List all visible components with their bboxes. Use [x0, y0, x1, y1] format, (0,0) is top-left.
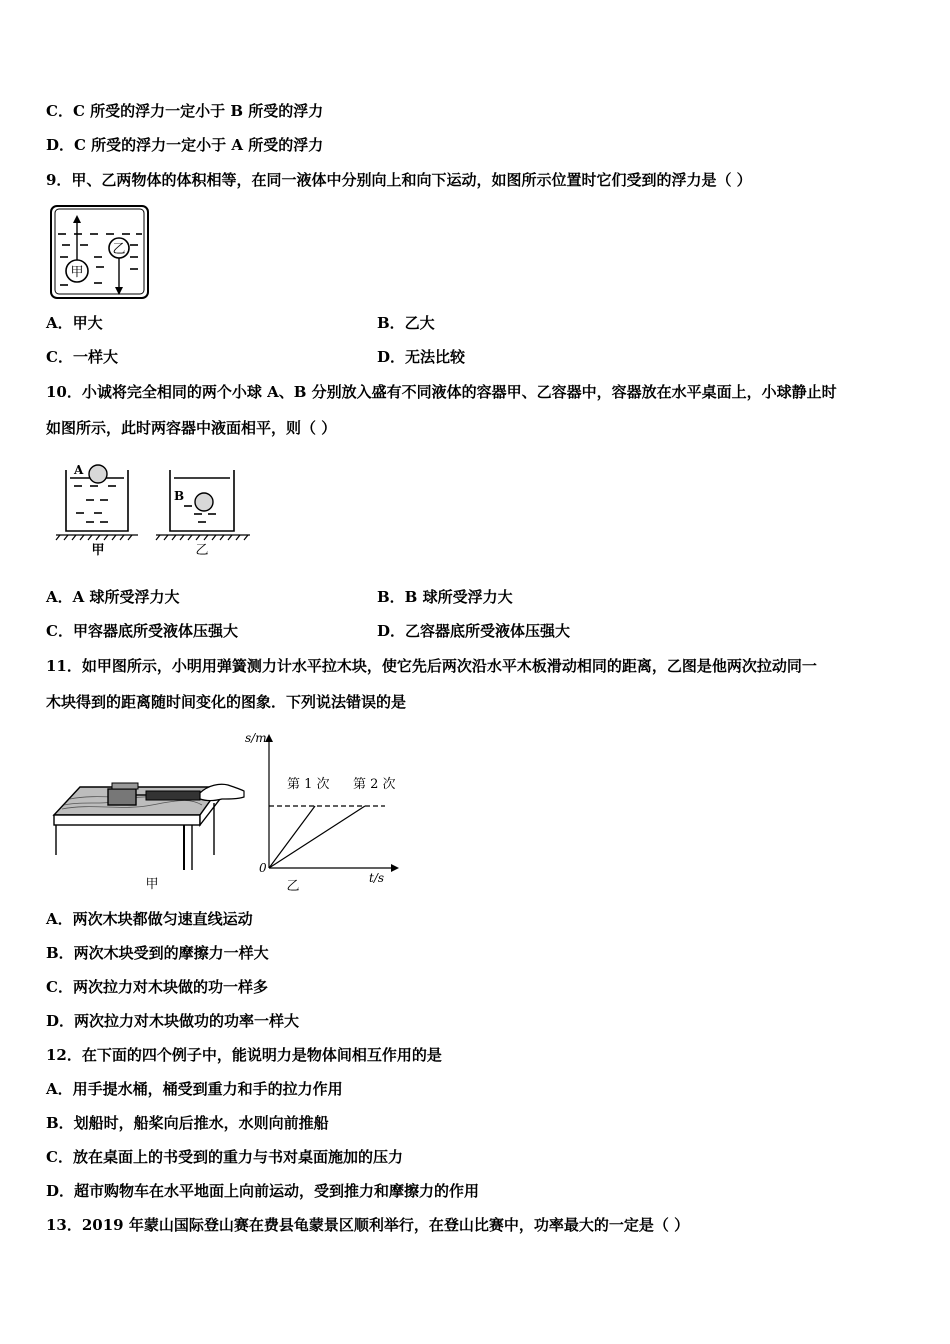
q10-label-yi: 乙	[195, 543, 209, 558]
q12-option-c: C．放在桌面上的书受到的重力与书对桌面施加的压力	[46, 1148, 403, 1166]
q10-figure	[52, 458, 262, 558]
q10-ball-b	[195, 493, 213, 511]
q9-stem: 9．甲、乙两物体的体积相等，在同一液体中分别向上和向下运动，如图所示位置时它们受到的浮力是（ ）	[46, 171, 752, 189]
q11-graph-series-2: 第 2 次	[353, 777, 396, 792]
q11-wood-block	[108, 789, 136, 805]
q11-stem-line2: 木块得到的距离随时间变化的图象．下列说法错误的是	[46, 693, 407, 711]
q11-option-c: C．两次拉力对木块做的功一样多	[46, 978, 268, 996]
q11-graph-xlabel: t/s	[369, 871, 385, 885]
q12-option-a: A．用手提水桶，桶受到重力和手的拉力作用	[46, 1080, 343, 1098]
q11-stem-line1: 11．如甲图所示，小明用弹簧测力计水平拉木块，使它先后两次沿水平木板滑动相同的距离，乙图是他两次拉动同一	[46, 657, 817, 675]
q10-ball-b-label: B	[174, 489, 185, 503]
q9-option-a: A．甲大	[46, 314, 103, 332]
q11-option-d: D．两次拉力对木块做功的功率一样大	[46, 1012, 300, 1030]
q11-spring-scale	[146, 791, 200, 800]
q10-ball-a-label: A	[74, 463, 84, 477]
q9-container-inner	[55, 209, 144, 294]
q10-label-jia: 甲	[91, 543, 105, 558]
q10-stem-line2: 如图所示，此时两容器中液面相平，则（ ）	[46, 419, 337, 437]
q12-stem: 12．在下面的四个例子中，能说明力是物体间相互作用的是	[46, 1046, 442, 1064]
q9-label-jia: 甲	[70, 265, 84, 280]
q11-figure-jia	[52, 775, 252, 895]
q10-ball-a	[89, 465, 107, 483]
q9-option-d: D．无法比较	[377, 348, 466, 366]
q11-label-jia: 甲	[145, 877, 159, 892]
q13-stem: 13．2019 年蒙山国际登山赛在费县龟蒙景区顺利举行，在登山比赛中，功率最大的一定是（ ）	[46, 1216, 690, 1234]
q11-wood-block-top	[112, 783, 138, 789]
q11-table-front	[54, 815, 200, 825]
q11-graph-x-arrow	[391, 864, 399, 872]
q8-option-d: D．C 所受的浮力一定小于 A 所受的浮力	[46, 136, 324, 154]
q11-graph-yi	[245, 728, 405, 893]
q10-option-b: B．B 球所受浮力大	[377, 588, 513, 606]
q10-ground-yi	[156, 535, 250, 540]
q10-ground-jia	[56, 535, 138, 540]
q11-graph-line-1	[269, 806, 315, 868]
q9-figure	[50, 205, 150, 300]
q11-graph-origin: 0	[259, 861, 267, 875]
q11-graph-line-2	[269, 806, 365, 868]
q11-graph-ylabel: s/m	[245, 731, 267, 745]
q9-option-c: C．一样大	[46, 348, 118, 366]
q10-option-d: D．乙容器底所受液体压强大	[377, 622, 571, 640]
q9-label-yi: 乙	[112, 242, 126, 257]
q11-option-a: A．两次木块都做匀速直线运动	[46, 910, 253, 928]
q8-option-c: C．C 所受的浮力一定小于 B 所受的浮力	[46, 102, 324, 120]
q11-graph-series-1: 第 1 次	[287, 777, 330, 792]
q10-option-a: A．A 球所受浮力大	[46, 588, 180, 606]
q10-option-c: C．甲容器底所受液体压强大	[46, 622, 238, 640]
q11-option-b: B．两次木块受到的摩擦力一样大	[46, 944, 269, 962]
q11-graph-label-yi: 乙	[286, 879, 300, 894]
q12-option-d: D．超市购物车在水平地面上向前运动，受到推力和摩擦力的作用	[46, 1182, 480, 1200]
q10-liquid-jia	[70, 478, 124, 522]
q12-option-b: B．划船时，船桨向后推水，水则向前推船	[46, 1114, 329, 1132]
q9-option-b: B．乙大	[377, 314, 435, 332]
q9-arrow-up-head	[73, 215, 81, 223]
q10-stem-line1: 10．小诚将完全相同的两个小球 A、B 分别放入盛有不同液体的容器甲、乙容器中，容器放在水平桌面上，小球静止时	[46, 383, 837, 401]
